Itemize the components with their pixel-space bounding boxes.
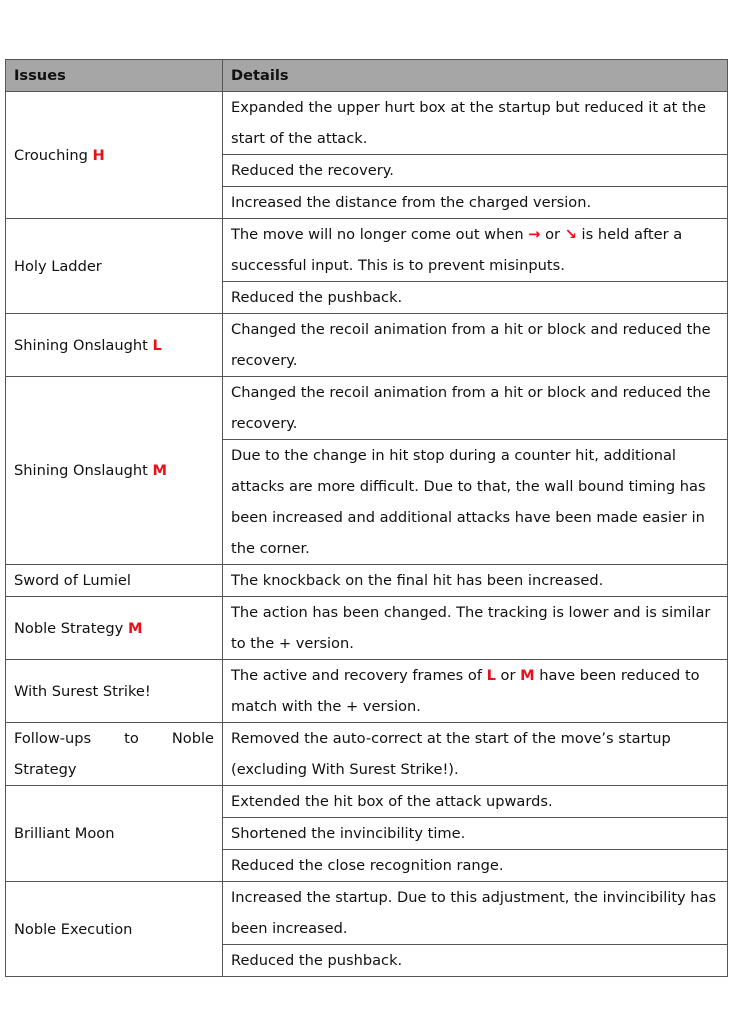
button-tag: L [486, 667, 496, 684]
table-row [6, 314, 728, 377]
issue-cell: With Surest Strike! [6, 660, 223, 723]
table-row [6, 219, 728, 282]
table-row [6, 882, 728, 945]
issue-name: Strategy [14, 761, 77, 778]
issue-cell: Sword of Lumiel [6, 565, 223, 597]
table-header-row [6, 60, 728, 92]
button-tag: L [152, 336, 162, 354]
down-right-arrow-icon: ↘ [564, 226, 577, 243]
issue-cell [6, 597, 223, 660]
detail-text: or [495, 667, 521, 684]
table-row [6, 786, 728, 818]
patch-notes-table [5, 59, 728, 977]
detail-cell [223, 660, 728, 723]
issue-name: Crouching [14, 146, 93, 164]
detail-cell: Reduced the close recognition range. [223, 850, 728, 882]
detail-cell: Removed the auto-correct at the start of the move’s startup (excluding With Surest Strike!). [223, 723, 728, 786]
issue-cell: Brilliant Moon [6, 786, 223, 882]
table-row [6, 723, 728, 786]
detail-text: The move will no longer come out when [231, 226, 529, 243]
column-header-issues: Issues [6, 60, 223, 92]
detail-text: is held after a successful input. This is to prevent misinputs. [231, 226, 683, 274]
table-row [6, 92, 728, 155]
detail-cell: Reduced the recovery. [223, 155, 728, 187]
table-row [6, 660, 728, 723]
detail-cell: Shortened the invincibility time. [223, 818, 728, 850]
table-row [6, 597, 728, 660]
issue-cell [6, 723, 223, 786]
issue-name: Shining Onslaught [14, 462, 153, 479]
button-tag: H [92, 146, 105, 164]
detail-cell: Due to the change in hit stop during a counter hit, additional attacks are more difficult. Due to that, the wall bound timing has been increased and additional attacks have been made easier in the corner. [223, 440, 728, 565]
button-tag: M [520, 667, 535, 684]
issue-cell: Noble Execution [6, 882, 223, 977]
table-row [6, 377, 728, 440]
detail-cell: Expanded the upper hurt box at the startup but reduced it at the start of the attack. [223, 92, 728, 155]
issue-cell [6, 92, 223, 219]
button-tag: M [127, 619, 143, 637]
detail-cell: Reduced the pushback. [223, 282, 728, 314]
table-row [6, 565, 728, 597]
issue-name: Follow-ups to Noble [14, 730, 214, 747]
detail-text: have been reduced to match with the + version. [231, 667, 700, 715]
detail-cell: Extended the hit box of the attack upwards. [223, 786, 728, 818]
detail-cell: Changed the recoil animation from a hit or block and reduced the recovery. [223, 377, 728, 440]
issue-cell [6, 377, 223, 565]
detail-cell [223, 219, 728, 282]
right-arrow-icon: → [528, 226, 541, 243]
detail-text: The active and recovery frames of [231, 667, 487, 684]
column-header-details: Details [223, 60, 728, 92]
detail-text: or [540, 226, 565, 243]
issue-name: Shining Onslaught [14, 336, 153, 354]
detail-cell: Changed the recoil animation from a hit or block and reduced the recovery. [223, 314, 728, 377]
detail-cell: Increased the startup. Due to this adjustment, the invincibility has been increased. [223, 882, 728, 945]
detail-cell: Reduced the pushback. [223, 945, 728, 977]
issue-cell [6, 314, 223, 377]
button-tag: M [152, 462, 168, 479]
issue-name: Noble Strategy [14, 619, 128, 637]
issue-cell: Holy Ladder [6, 219, 223, 314]
detail-cell: The knockback on the final hit has been increased. [223, 565, 728, 597]
detail-cell: The action has been changed. The tracking is lower and is similar to the + version. [223, 597, 728, 660]
detail-cell: Increased the distance from the charged version. [223, 187, 728, 219]
